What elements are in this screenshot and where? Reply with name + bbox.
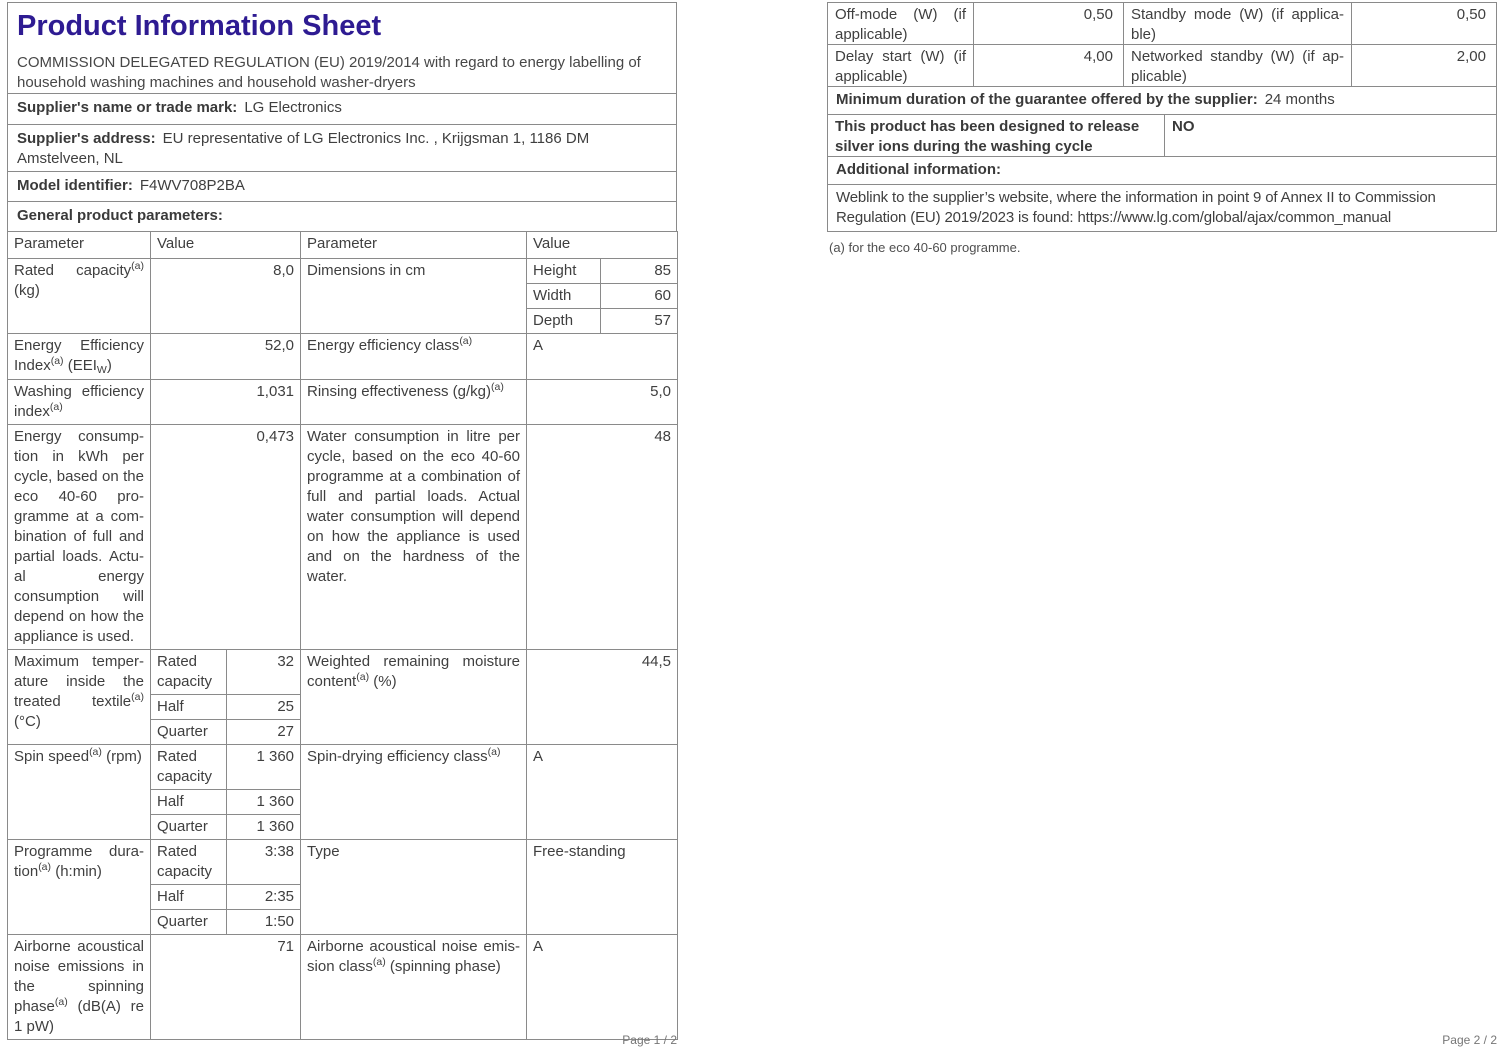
- title-block: [7, 2, 677, 94]
- table-header-row: [8, 232, 678, 259]
- footnote-marker: (a): [356, 671, 370, 683]
- value-water-consumption: 48: [527, 425, 678, 650]
- header-parameter-1: Parameter: [8, 232, 151, 259]
- value-rinsing: 5,0: [527, 380, 678, 425]
- value-type: Free-standing: [527, 840, 678, 935]
- silver-ions-row: [827, 114, 1497, 157]
- param-max-temperature: Maximum temperature inside the treated textile$^{(a)}$ (°C): [8, 650, 151, 745]
- param-dimensions: Dimensions in cm: [301, 259, 527, 334]
- duration-half-value: 2:35: [227, 885, 301, 910]
- general-parameters-table: [7, 231, 678, 1040]
- page-number-footer: Page 2 / 2: [1442, 1033, 1497, 1047]
- spin-half-label: Half: [151, 790, 227, 815]
- table-row-eei: [8, 334, 678, 380]
- header-parameter-2: Parameter: [301, 232, 527, 259]
- param-delay-start: Delay start (W) (if applicable): [835, 48, 966, 85]
- guarantee-value: 24 months: [1264, 91, 1335, 108]
- temp-half-label: Half: [151, 695, 227, 720]
- duration-quarter-value: 1:50: [227, 910, 301, 935]
- temp-rated-label: Rated capacity: [151, 650, 227, 695]
- model-identifier-value: F4WV708P2BA: [139, 177, 245, 194]
- weblink-text: Weblink to the supplier’s website, where the information in point 9 of Annex II to Commission Regulation (EU) 2019/2023 is found:: [836, 189, 1436, 226]
- value-rated-capacity: 8,0: [151, 259, 301, 334]
- footnote-marker: (a): [491, 381, 504, 393]
- value-standby-mode: 0,50: [1351, 3, 1496, 44]
- param-spin-class: Spin-drying efficiency class$^{(a)}$: [301, 745, 527, 840]
- temp-quarter-value: 27: [227, 720, 301, 745]
- footnote-marker: (a): [38, 861, 52, 873]
- param-networked-standby: Networked standby (W) (if applicable): [1123, 45, 1351, 86]
- value-off-mode: 0,50: [973, 3, 1123, 44]
- spin-rated-label: Rated capacity: [151, 745, 227, 790]
- duration-rated-label: Rated capacity: [151, 840, 227, 885]
- footnote-a: (a) for the eco 40-60 programme.: [829, 240, 1021, 255]
- dimension-width-label: Width: [527, 284, 601, 309]
- footnote-marker: (a): [459, 335, 473, 347]
- value-networked-standby: 2,00: [1351, 45, 1496, 86]
- table-row-washing-index: [8, 380, 678, 425]
- page-number-footer: Page 1 / 2: [622, 1033, 677, 1047]
- spin-quarter-value: 1 360: [227, 815, 301, 840]
- param-eei: Energy Efficiency Index$^{(a)}$ $(EEI_W)$: [8, 334, 151, 380]
- supplier-name-value: LG Electronics: [244, 99, 342, 116]
- dimension-width-value: 60: [601, 284, 678, 309]
- footnote-marker: (a): [131, 260, 144, 272]
- temp-rated-value: 32: [227, 650, 301, 695]
- general-parameters-heading: General product parameters:: [17, 207, 223, 224]
- temp-quarter-label: Quarter: [151, 720, 227, 745]
- supplier-name-label: Supplier's name or trade mark:: [17, 99, 238, 116]
- value-noise-class: A: [527, 935, 678, 1040]
- subscript-w: W: [96, 364, 107, 376]
- weblink-row: [827, 184, 1497, 232]
- supplier-address-label: Supplier's address:: [17, 130, 156, 147]
- footnote-marker: (a): [49, 401, 63, 413]
- table-row-consumption: [8, 425, 678, 650]
- dimension-height-value: 85: [601, 259, 678, 284]
- supplier-weblink[interactable]: https://www.lg.com/global/ajax/common_manual: [1077, 209, 1392, 226]
- additional-information-row: [827, 156, 1497, 185]
- supplier-address-value: EU representative of LG Electronics Inc. , Krijgsman 1, 1186 DM Amstelveen, NL: [17, 130, 590, 167]
- footnote-marker: (a): [89, 746, 102, 758]
- dimension-depth-value: 57: [601, 309, 678, 334]
- param-type: Type: [301, 840, 527, 935]
- value-delay-start: 4,00: [973, 45, 1123, 86]
- value-moisture: 44,5: [527, 650, 678, 745]
- param-noise-emissions: Airborne acoustical noise emissions in the spinning phase$^{(a)}$ (dB(A) re 1 pW): [8, 935, 151, 1040]
- table-row-rated-capacity: [8, 259, 678, 284]
- power-row-delay-networked: [827, 44, 1497, 87]
- param-rated-capacity: Rated capacity$^{(a)}$ (kg): [8, 259, 151, 334]
- dimension-height-label: Height: [527, 259, 601, 284]
- param-energy-consumption: Energy consumption in kWh per cycle, based on the eco 40-60 programme at a combination of full and partial loads. Actual energy consumption will depend on how the appliance is used.: [8, 425, 151, 650]
- spin-quarter-label: Quarter: [151, 815, 227, 840]
- duration-rated-value: 3:38: [227, 840, 301, 885]
- param-moisture: Weighted remaining moisture content$^{(a)}$ (%): [301, 650, 527, 745]
- duration-quarter-label: Quarter: [151, 910, 227, 935]
- table-row-spin-speed: [8, 745, 678, 790]
- value-noise-emissions: 71: [151, 935, 301, 1040]
- value-energy-consumption: 0,473: [151, 425, 301, 650]
- product-info-sheet-page-1: [7, 2, 677, 1048]
- supplier-name-row: [7, 93, 677, 125]
- value-spin-class: A: [527, 745, 678, 840]
- regulation-subtitle: COMMISSION DELEGATED REGULATION (EU) 2019/2014 with regard to energy labelling of household washing machines and household washer-dryers: [17, 54, 641, 91]
- guarantee-label: Minimum duration of the guarantee offered by the supplier:: [836, 91, 1258, 108]
- page-title: Product Information Sheet: [17, 10, 382, 42]
- dimension-depth-label: Depth: [527, 309, 601, 334]
- param-energy-class: Energy efficiency class$^{(a)}$: [301, 334, 527, 380]
- table-row-max-temperature: [8, 650, 678, 695]
- param-rinsing: Rinsing effectiveness $(g/kg)^{(a)}$: [301, 380, 527, 425]
- power-row-offmode-standby: [827, 2, 1497, 45]
- additional-information-label: Additional information:: [836, 161, 1001, 178]
- footnote-marker: (a): [50, 355, 64, 367]
- value-energy-class: A: [527, 334, 678, 380]
- param-off-mode: Off-mode (W) (if applicable): [835, 6, 966, 43]
- spin-half-value: 1 360: [227, 790, 301, 815]
- duration-half-label: Half: [151, 885, 227, 910]
- param-washing-index: Washing efficiency index$^{(a)}$: [8, 380, 151, 425]
- guarantee-row: [827, 86, 1497, 115]
- silver-ions-label: This product has been designed to release silver ions during the washing cycle: [835, 118, 1140, 155]
- header-value-2: Value: [527, 232, 678, 259]
- value-eei: 52,0: [151, 334, 301, 380]
- model-identifier-label: Model identifier:: [17, 177, 133, 194]
- param-water-consumption: Water consumption in litre per cycle, based on the eco 40-60 programme at a combination of full and partial loads. Actual water consumption will depend on how the appliance is used and on the hardness of the water.: [301, 425, 527, 650]
- footnote-marker: (a): [372, 956, 386, 968]
- param-noise-class: Airborne acoustical noise emission class$^{(a)}$ (spinning phase): [301, 935, 527, 1040]
- product-info-sheet-page-2: [827, 2, 1497, 1048]
- param-duration: Programme duration$^{(a)}$ (h:min): [8, 840, 151, 935]
- table-row-duration: [8, 840, 678, 885]
- footnote-marker: (a): [487, 746, 501, 758]
- general-parameters-heading-row: [7, 201, 677, 232]
- value-washing-index: 1,031: [151, 380, 301, 425]
- param-standby-mode: Standby mode (W) (if applicable): [1123, 3, 1351, 44]
- param-spin-speed: Spin speed$^{(a)}$ (rpm): [8, 745, 151, 840]
- silver-ions-value: NO: [1164, 115, 1496, 156]
- spin-rated-value: 1 360: [227, 745, 301, 790]
- footnote-marker: (a): [54, 996, 68, 1008]
- footnote-marker: (a): [131, 691, 144, 703]
- supplier-address-row: [7, 124, 677, 172]
- table-row-noise: [8, 935, 678, 1040]
- temp-half-value: 25: [227, 695, 301, 720]
- header-value-1: Value: [151, 232, 301, 259]
- model-identifier-row: [7, 171, 677, 202]
